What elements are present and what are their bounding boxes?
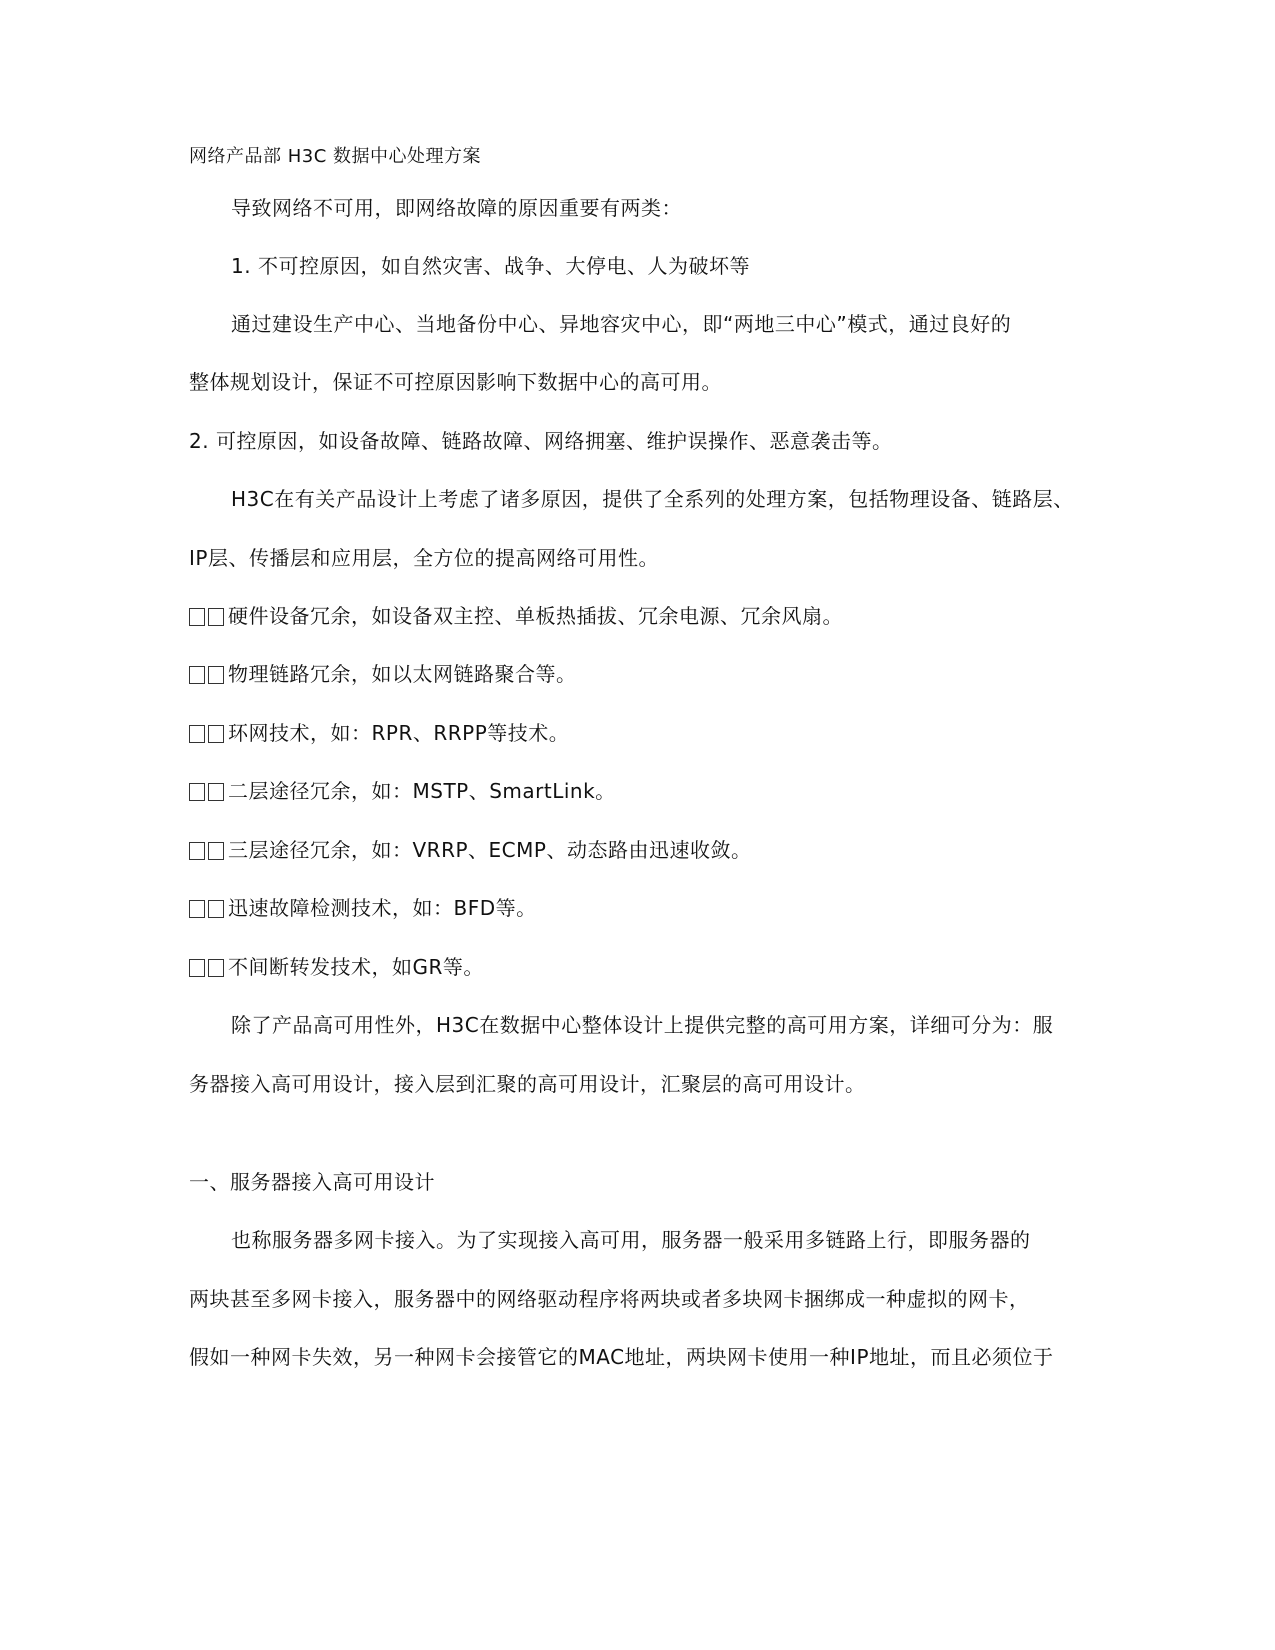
checkbox-glyph-icon	[208, 900, 224, 918]
paragraph-multi-nic-line3: 假如一种网卡失效，另一种网卡会接管它的MAC地址，两块网卡使用一种IP地址，而且必须位于	[189, 1345, 1054, 1369]
bullet-item	[189, 660, 1089, 688]
checkbox-glyph-icon	[208, 608, 224, 626]
list-item-controllable: 2. 可控原因，如设备故障、链路故障、网络拥塞、维护误操作、恶意袭击等。	[189, 429, 893, 453]
bullet-item	[189, 894, 1089, 922]
checkbox-glyph-icon	[189, 666, 205, 684]
bullet-text: 三层途径冗余，如：VRRP、ECMP、动态路由迅速收敛。	[228, 838, 752, 862]
paragraph-three-centers-line1: 通过建设生产中心、当地备份中心、异地容灾中心，即“两地三中心”模式，通过良好的	[231, 312, 1012, 336]
checkbox-glyph-icon	[208, 842, 224, 860]
paragraph-causes-intro: 导致网络不可用，即网络故障的原因重要有两类：	[231, 196, 682, 220]
checkbox-glyph-icon	[208, 725, 224, 743]
checkbox-glyph-icon	[189, 959, 205, 977]
checkbox-glyph-icon	[189, 900, 205, 918]
bullet-item	[189, 836, 1089, 864]
bullet-text: 迅速故障检测技术，如：BFD等。	[228, 896, 537, 920]
section-heading: 一、服务器接入高可用设计	[189, 1170, 435, 1194]
checkbox-glyph-icon	[208, 959, 224, 977]
paragraph-h3c-design-line1: H3C在有关产品设计上考虑了诸多原因，提供了全系列的处理方案，包括物理设备、链路层、	[231, 487, 1074, 511]
bullet-text: 不间断转发技术，如GR等。	[228, 955, 484, 979]
bullet-item	[189, 953, 1089, 981]
checkbox-glyph-icon	[208, 783, 224, 801]
paragraph-high-availability-line1: 除了产品高可用性外，H3C在数据中心整体设计上提供完整的高可用方案，详细可分为：服	[231, 1013, 1054, 1037]
bullet-text: 硬件设备冗余，如设备双主控、单板热插拔、冗余电源、冗余风扇。	[228, 604, 843, 628]
bullet-text: 物理链路冗余，如以太网链路聚合等。	[228, 662, 577, 686]
paragraph-h3c-design-line2: IP层、传播层和应用层，全方位的提高网络可用性。	[189, 546, 659, 570]
paragraph-high-availability-line2: 务器接入高可用设计，接入层到汇聚的高可用设计，汇聚层的高可用设计。	[189, 1072, 866, 1096]
paragraph-multi-nic-line2: 两块甚至多网卡接入，服务器中的网络驱动程序将两块或者多块网卡捆绑成一种虚拟的网卡，	[189, 1287, 1030, 1311]
bullet-text: 二层途径冗余，如：MSTP、SmartLink。	[228, 779, 616, 803]
bullet-item	[189, 602, 1089, 630]
bullet-text: 环网技术，如：RPR、RRPP等技术。	[228, 721, 570, 745]
checkbox-glyph-icon	[189, 725, 205, 743]
list-item-uncontrollable: 1. 不可控原因，如自然灾害、战争、大停电、人为破坏等	[231, 254, 750, 278]
checkbox-glyph-icon	[208, 666, 224, 684]
paragraph-three-centers-line2: 整体规划设计，保证不可控原因影响下数据中心的高可用。	[189, 370, 722, 394]
checkbox-glyph-icon	[189, 783, 205, 801]
document-title: 网络产品部 H3C 数据中心处理方案	[189, 146, 481, 167]
bullet-item	[189, 719, 1089, 747]
bullet-item	[189, 777, 1089, 805]
checkbox-glyph-icon	[189, 842, 205, 860]
checkbox-glyph-icon	[189, 608, 205, 626]
paragraph-multi-nic-line1: 也称服务器多网卡接入。为了实现接入高可用，服务器一般采用多链路上行，即服务器的	[231, 1228, 1031, 1252]
